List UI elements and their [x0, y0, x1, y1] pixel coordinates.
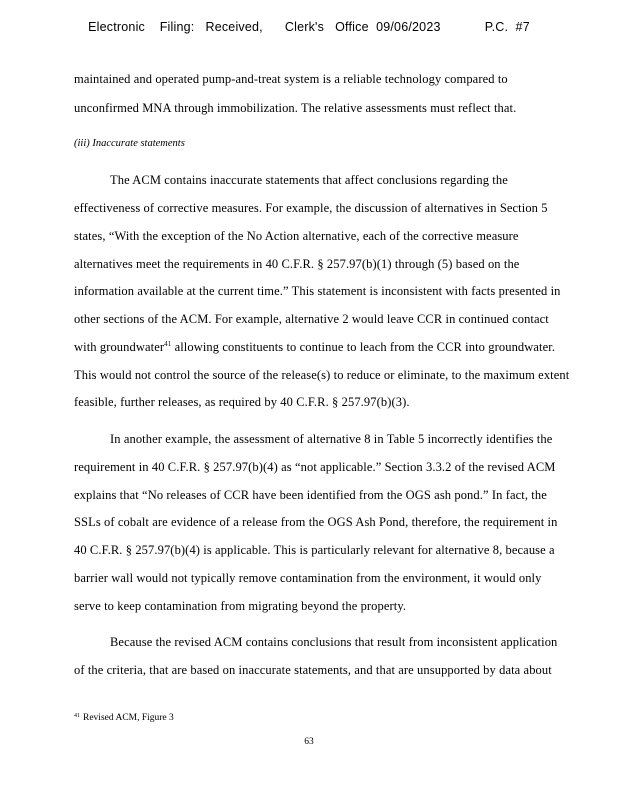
- paragraph-line: The ACM contains inaccurate statements that affect conclusions regarding the: [110, 173, 508, 187]
- paragraph-text: allowing constituents to continue to leach from the CCR into groundwater.: [174, 340, 556, 354]
- paragraph-line: This would not control the source of the release(s) to reduce or eliminate, to the maximum extent: [74, 368, 570, 382]
- paragraph-line: alternatives meet the requirements in 40 C.F.R. § 257.97(b)(1) through (5) based on the: [74, 257, 520, 271]
- paragraph-line: Because the revised ACM contains conclusions that result from inconsistent application: [110, 635, 558, 649]
- paragraph-line: feasible, further releases, as required by 40 C.F.R. § 257.97(b)(3).: [74, 395, 410, 409]
- footnote-text: Revised ACM, Figure 3: [83, 713, 174, 723]
- paragraph-line: information available at the current time.” This statement is inconsistent with facts presented in: [74, 284, 561, 298]
- electronic-filing-header: Electronic Filing: Received, Clerk's Office 09/06/2023 P.C. #7: [88, 20, 530, 34]
- footnote: [74, 713, 174, 723]
- paragraph-line: effectiveness of corrective measures. For example, the discussion of alternatives in Section 5: [74, 201, 548, 215]
- paragraph-text: with groundwater: [74, 340, 165, 354]
- paragraph-line: 40 C.F.R. § 257.97(b)(4) is applicable. This is particularly relevant for alternative 8, because a: [74, 543, 555, 557]
- footnote-number: 41: [74, 713, 80, 719]
- paragraph-line: SSLs of cobalt are evidence of a release from the OGS Ash Pond, therefore, the requirement in: [74, 515, 558, 529]
- paragraph-line: states, “With the exception of the No Action alternative, each of the corrective measure: [74, 229, 519, 243]
- paragraph-line: explains that “No releases of CCR have been identified from the OGS ash pond.” In fact, the: [74, 488, 547, 502]
- footnote-reference[interactable]: 41: [164, 340, 172, 348]
- body-line: maintained and operated pump-and-treat system is a reliable technology compared to: [74, 72, 508, 86]
- paragraph-line: barrier wall would not typically remove contamination from the environment, it would only: [74, 571, 542, 585]
- page-number: 63: [304, 737, 314, 747]
- paragraph-line: In another example, the assessment of alternative 8 in Table 5 incorrectly identifies the: [110, 432, 553, 446]
- section-heading: (iii) Inaccurate statements: [74, 138, 185, 149]
- paragraph-line: serve to keep contamination from migrating beyond the property.: [74, 599, 407, 613]
- body-line: unconfirmed MNA through immobilization. The relative assessments must reflect that.: [74, 101, 517, 115]
- paragraph-line: of the criteria, that are based on inaccurate statements, and that are unsupported by data about: [74, 663, 552, 677]
- paragraph-line: other sections of the ACM. For example, alternative 2 would leave CCR in continued contact: [74, 312, 549, 326]
- paragraph-line: requirement in 40 C.F.R. § 257.97(b)(4) as “not applicable.” Section 3.3.2 of the revised ACM: [74, 460, 556, 474]
- paragraph-line: [74, 340, 555, 355]
